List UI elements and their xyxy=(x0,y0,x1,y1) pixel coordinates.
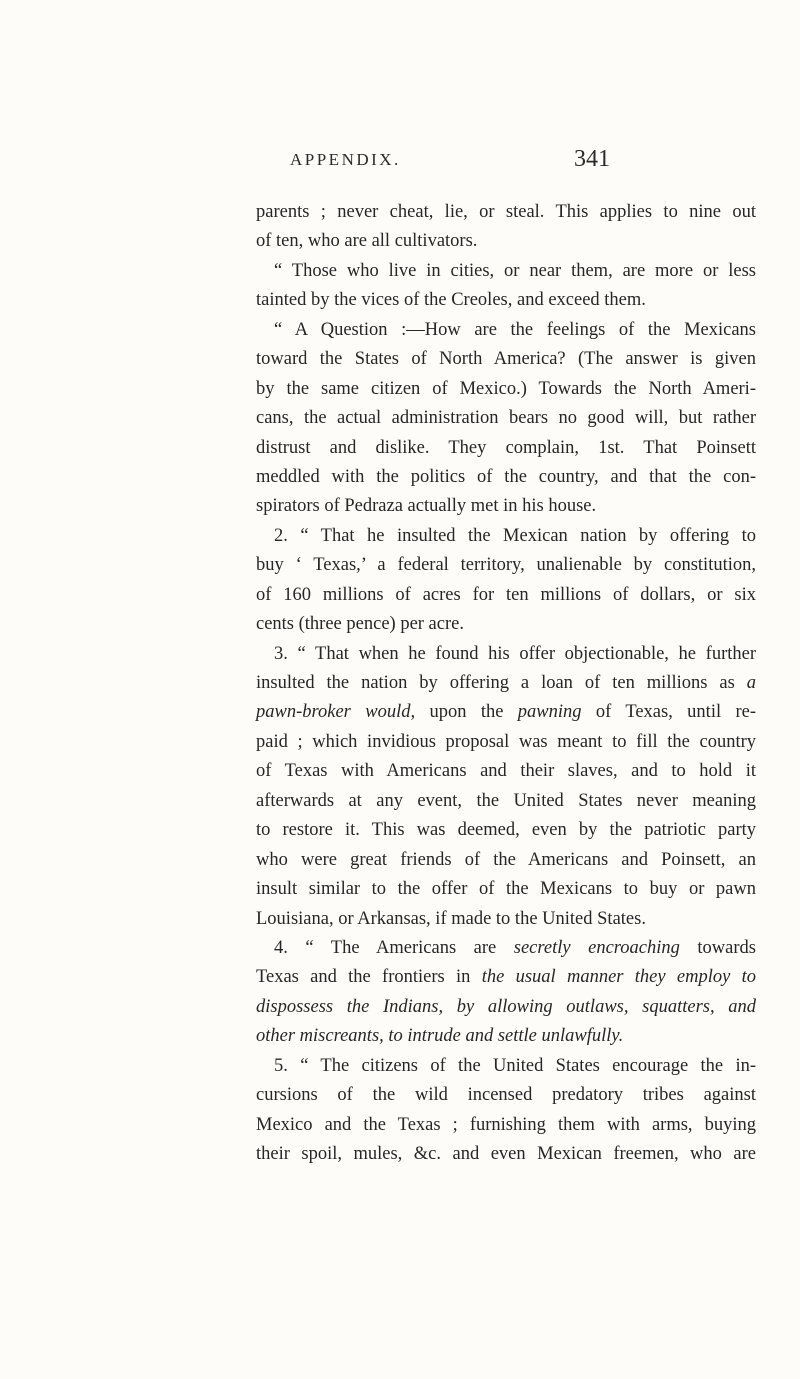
text-line xyxy=(256,610,756,639)
text-line xyxy=(256,875,756,904)
text-segment: afterwards at any event, the United States never meaning xyxy=(256,790,756,811)
text-line xyxy=(256,375,756,404)
text-line xyxy=(256,757,756,786)
text-segment: who were great friends of the Americans and Poinsett, an xyxy=(256,849,756,870)
italic-text: other miscreants, to intrude and settle unlawfully. xyxy=(256,1026,624,1047)
text-segment: Texas and the frontiers in xyxy=(256,967,482,988)
text-line xyxy=(256,227,756,256)
text-line xyxy=(256,1052,756,1081)
text-line xyxy=(256,463,756,492)
text-segment: meddled with the politics of the country, and that the con- xyxy=(256,466,756,487)
text-line xyxy=(256,316,756,345)
text-segment: insulted the nation by offering a loan of ten millions as xyxy=(256,673,747,693)
text-segment: of 160 millions of acres for ten millions of dollars, or six xyxy=(256,584,756,605)
text-line xyxy=(256,1022,756,1051)
italic-text: dispossess the Indians, by allowing outlaws, squatters, and xyxy=(256,996,756,1017)
text-segment: 3. “ That when he found his offer objectionable, he further xyxy=(274,643,756,664)
italic-text: the usual manner they employ to xyxy=(481,967,756,988)
text-line xyxy=(256,581,756,610)
text-segment: insult similar to the offer of the Mexicans to buy or pawn xyxy=(256,879,756,900)
text-segment: 2. “ That he insulted the Mexican nation by offering to xyxy=(274,525,756,546)
italic-text: a xyxy=(746,673,756,693)
text-line xyxy=(256,963,756,992)
running-head: APPENDIX. xyxy=(290,150,401,169)
text-segment: cents (three pence) per acre. xyxy=(256,614,464,635)
text-segment: cursions of the wild incensed predatory tribes against xyxy=(256,1085,756,1106)
text-segment: toward the States of North America? (The answer is given xyxy=(256,349,756,370)
text-segment: parents ; never cheat, lie, or steal. This applies to nine out xyxy=(256,202,756,222)
text-segment: their spoil, mules, &c. and even Mexican freemen, who are xyxy=(256,1144,756,1164)
text-segment: of ten, who are all cultivators. xyxy=(256,231,478,252)
text-segment: to restore it. This was deemed, even by the patriotic party xyxy=(256,820,756,841)
text-line xyxy=(256,434,756,463)
page-header xyxy=(290,146,610,180)
text-segment: buy ‘ Texas,’ a federal territory, unalienable by constitution, xyxy=(256,555,756,576)
text-line xyxy=(256,1081,756,1110)
text-line xyxy=(256,728,756,757)
italic-text: pawn-broker would, xyxy=(256,702,416,723)
text-line xyxy=(256,816,756,845)
text-segment: distrust and dislike. They complain, 1st. That Poinsett xyxy=(256,437,756,458)
body-text xyxy=(256,198,756,1169)
text-segment: cans, the actual administration bears no good will, but rather xyxy=(256,408,756,429)
italic-text: pawning xyxy=(517,702,582,723)
text-line xyxy=(256,404,756,433)
text-line xyxy=(256,993,756,1022)
text-line xyxy=(256,669,756,698)
text-segment: towards xyxy=(679,937,756,958)
text-segment: Mexico and the Texas ; furnishing them with arms, buying xyxy=(256,1114,756,1135)
text-line xyxy=(256,905,756,934)
text-line xyxy=(256,1140,756,1169)
text-segment: Louisiana, or Arkansas, if made to the United States. xyxy=(256,908,646,929)
text-line xyxy=(256,198,756,227)
text-line xyxy=(256,492,756,521)
text-segment: tainted by the vices of the Creoles, and exceed them. xyxy=(256,290,646,311)
text-segment: “ A Question :—How are the feelings of the Mexicans xyxy=(274,319,756,340)
text-segment: spirators of Pedraza actually met in his house. xyxy=(256,496,597,517)
italic-text: secretly encroaching xyxy=(513,937,680,958)
text-segment: “ Those who live in cities, or near them, are more or less xyxy=(274,260,756,281)
text-line xyxy=(256,934,756,963)
text-line xyxy=(256,698,756,727)
text-segment: upon the xyxy=(415,702,518,723)
text-segment: paid ; which invidious proposal was meant to fill the country xyxy=(256,731,756,752)
text-segment: 4. “ The Americans are xyxy=(274,937,514,958)
text-segment: 5. “ The citizens of the United States encourage the in- xyxy=(274,1055,756,1076)
text-line xyxy=(256,257,756,286)
page-number: 341 xyxy=(574,146,610,172)
text-segment: of Texas, until re- xyxy=(581,702,756,723)
text-line xyxy=(256,640,756,669)
text-line xyxy=(256,1111,756,1140)
text-line xyxy=(256,286,756,315)
text-line xyxy=(256,551,756,580)
text-segment: of Texas with Americans and their slaves, and to hold it xyxy=(256,761,756,782)
text-line xyxy=(256,787,756,816)
text-line xyxy=(256,522,756,551)
text-line xyxy=(256,846,756,875)
text-line xyxy=(256,345,756,374)
text-segment: by the same citizen of Mexico.) Towards the North Ameri- xyxy=(256,378,756,399)
